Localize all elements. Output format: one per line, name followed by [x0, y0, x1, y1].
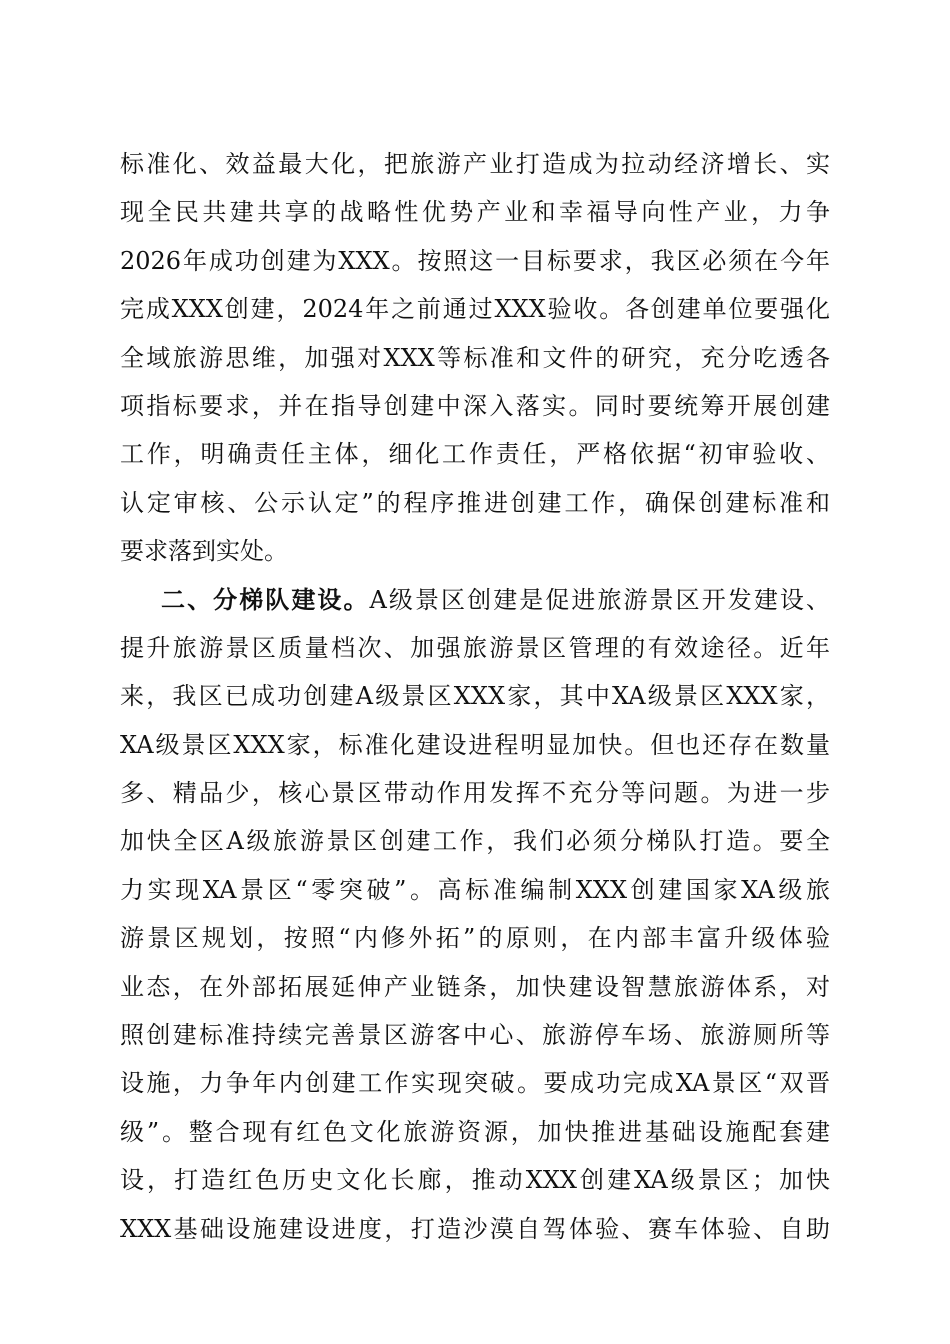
- text-line: XA级景区XXX家，标准化建设进程明显加快。但也还存在数量: [120, 730, 830, 759]
- text-line: 要求落到实处。: [120, 537, 288, 566]
- text-line: 提升旅游景区质量档次、加强旅游景区管理的有效途径。近年: [120, 633, 830, 662]
- text-line: 照创建标准持续完善景区游客中心、旅游停车场、旅游厕所等: [120, 1021, 830, 1050]
- text-line: 认定审核、公示认定”的程序推进创建工作，确保创建标准和: [120, 488, 830, 517]
- text-line: 级”。整合现有红色文化旅游资源，加快推进基础设施配套建: [120, 1117, 830, 1146]
- paragraph-tiered-construction: [120, 576, 830, 1253]
- text-line: XXX基础设施建设进度，打造沙漠自驾体验、赛车体验、自助: [120, 1214, 830, 1243]
- document-body: [120, 140, 830, 1253]
- text-line: 2026年成功创建为XXX。按照这一目标要求，我区必须在今年: [120, 246, 830, 275]
- text-line: 多、精品少，核心景区带动作用发挥不充分等问题。为进一步: [120, 779, 830, 808]
- paragraph-standardization: [120, 140, 830, 576]
- text-line: 标准化、效益最大化，把旅游产业打造成为拉动经济增长、实: [120, 150, 830, 178]
- text-line: 工作，明确责任主体，细化工作责任，严格依据“初审验收、: [120, 440, 830, 469]
- text-line: 加快全区A级旅游景区创建工作，我们必须分梯队打造。要全: [120, 827, 830, 856]
- text-line: 来，我区已成功创建A级景区XXX家，其中XA级景区XXX家，: [120, 682, 830, 711]
- text-line: 业态，在外部拓展延伸产业链条，加快建设智慧旅游体系，对: [120, 972, 830, 1001]
- section-first-line: [120, 576, 830, 624]
- text-line: 全域旅游思维，加强对XXX等标准和文件的研究，充分吃透各: [120, 343, 830, 372]
- text-line: 力实现XA景区“零突破”。高标准编制XXX创建国家XA级旅: [120, 875, 830, 904]
- text-line: 游景区规划，按照“内修外拓”的原则，在内部丰富升级体验: [120, 924, 830, 953]
- text-line: 现全民共建共享的战略性优势产业和幸福导向性产业，力争: [120, 198, 830, 227]
- section-first-line-text: A级景区创建是促进旅游景区开发建设、: [369, 585, 830, 614]
- text-line: 设施，力争年内创建工作实现突破。要成功完成XA景区“双晋: [120, 1069, 830, 1098]
- text-line: 项指标要求，并在指导创建中深入落实。同时要统筹开展创建: [120, 391, 830, 420]
- text-line: 完成XXX创建，2024年之前通过XXX验收。各创建单位要强化: [120, 295, 830, 324]
- text-line: 设，打造红色历史文化长廊，推动XXX创建XA级景区；加快: [120, 1166, 830, 1195]
- section-heading: 二、分梯队建设。: [161, 584, 370, 614]
